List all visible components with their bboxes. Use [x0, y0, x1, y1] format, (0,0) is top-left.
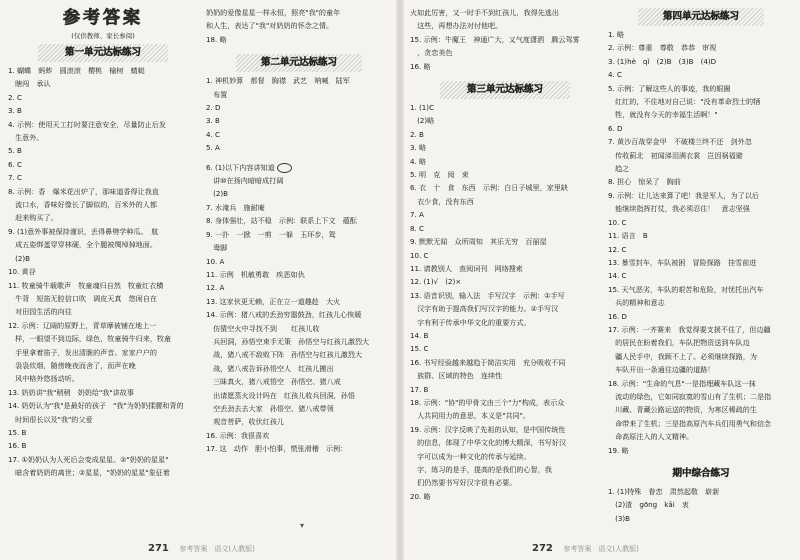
line-text: 12. A: [206, 283, 225, 293]
line-text: 战，猪八戒不敌败下阵 孙悟空与红孩儿激烈大: [206, 350, 363, 360]
line-text: 兵回洞，孙悟空束手无策 孙悟空与红孩儿激烈大: [206, 336, 370, 346]
line-text: 奶奶的爱像星星一样永恒，照亮"我"的童年: [206, 8, 341, 17]
right-column-2: [608, 6, 794, 525]
answer-line: [410, 396, 600, 409]
answer-line: [206, 295, 392, 308]
line-text: 衣少食，没有东西: [410, 196, 474, 206]
answer-line: [8, 144, 198, 157]
line-text: 观音菩萨，收伏红孩儿: [206, 417, 285, 427]
answer-line: [8, 91, 198, 104]
answer-line: [608, 82, 794, 95]
answer-line: [410, 155, 600, 168]
line-text: 生意外。: [8, 133, 44, 143]
answer-line: [8, 225, 198, 238]
page-footer-right: [532, 543, 639, 554]
line-text: 字可以成为一种文化的传承与延续。: [410, 451, 531, 461]
answer-line: [206, 128, 392, 141]
line-text: 字有利于传承中华文化的重要方式。: [410, 317, 531, 327]
diagram-oval-icon: [277, 163, 292, 173]
answer-line: [8, 252, 198, 265]
line-text: 瞎闯 承认: [8, 79, 51, 89]
line-text: (2)B: [206, 189, 229, 199]
answer-line: [206, 6, 392, 19]
answer-line: [608, 512, 794, 525]
line-text: 时间很长以及"我"的父爱: [8, 414, 93, 424]
answer-line: [608, 189, 794, 202]
answer-line: [206, 241, 392, 254]
answer-line: [608, 444, 794, 457]
answer-line: [410, 128, 600, 141]
answer-line: [410, 19, 600, 32]
line-text: 成五姿绑蛋穿穿林硬，全个腿被绸绰掉地面。: [8, 240, 157, 250]
line-text: 7. 黄沙百战穿金甲 不破楼兰终不还 剑外忽: [608, 137, 752, 147]
line-text: 第二单元达标练习: [260, 57, 337, 69]
line-text: 趋之: [608, 164, 630, 174]
line-text: 6. D: [608, 123, 623, 133]
answer-line: [8, 158, 198, 171]
answer-line: [206, 268, 392, 281]
line-text: 1. (1)C: [410, 103, 435, 113]
answer-line: [206, 322, 392, 335]
line-text: 11. 牧童骑牛载歌声 牧童魂归自然 牧童红衣横: [8, 280, 164, 290]
line-text: 的居民在盼着我们，车队把物资送到车队边: [608, 338, 750, 348]
line-text: 袅袅炊烟，随傍晚夜而舍了，而声在晚: [8, 360, 136, 370]
section-heading: [638, 465, 764, 483]
line-text: 对田园生活的向往: [8, 307, 72, 317]
line-text: 战，猪八戒告诉孙悟空人 红孩儿搬出: [206, 363, 334, 373]
answer-line: [410, 302, 600, 315]
line-text: 和人生，表达了"我"对奶奶的怀念之情。: [206, 21, 334, 31]
answer-line: [206, 308, 392, 321]
line-text: 牲，就没有今天的幸福生活啊！": [608, 110, 718, 120]
line-text: 流口水，香味好像长了脚似的，百米外的人都: [8, 200, 157, 210]
line-text: 疆人民手中，我顾不上了。必须继续探路，为: [608, 351, 757, 361]
answer-line: [608, 68, 794, 81]
line-text: 流动的绿色，它如同寂寞的雪山有了生机；二是指: [608, 391, 772, 401]
line-text: 仿猜空火中寻找不到 红孩儿收: [206, 323, 320, 333]
answer-line: [410, 249, 600, 262]
line-text: 暗含着奶奶的离世；②星星，"奶奶的星星"象征着: [8, 468, 170, 478]
line-text: 3. 略: [410, 143, 427, 153]
answer-line: [206, 174, 392, 187]
line-text: 5. A: [206, 143, 220, 153]
line-text: 11. 语言 B: [608, 231, 648, 241]
line-text: ，贪恋美色: [410, 48, 453, 58]
answer-line: [206, 228, 392, 241]
answer-line: [410, 222, 600, 235]
line-text: 鸯脚: [206, 243, 228, 253]
line-text: 12. C: [608, 244, 627, 254]
answer-line: [608, 310, 794, 323]
answer-line: [206, 429, 392, 442]
answer-line: [410, 208, 600, 221]
answer-line: [410, 60, 600, 73]
line-text: 13. 奶奶讲"我"稍稍 奶奶给"我"讲故事: [8, 387, 134, 397]
line-text: 9. 默默无闻 众所周知 其乐无穷 百丽屋: [410, 237, 547, 247]
answer-line: [206, 141, 392, 154]
line-text: 车队开出一条通往边疆的道路！: [608, 365, 715, 375]
answer-line: [608, 202, 794, 215]
line-text: 第三单元达标练习: [466, 84, 543, 96]
line-text: 13. 语音识别，输入法 手写汉字 示例：①手写: [410, 290, 565, 300]
answer-line: [608, 336, 794, 349]
answer-line: [608, 498, 794, 511]
answer-line: [206, 415, 392, 428]
answer-line: [8, 171, 198, 184]
footer-caption: 参考答案 语文(人教版): [563, 545, 639, 553]
line-text: 11. 请教别人 查阅词刊 网络搜索: [410, 263, 523, 273]
line-text: 18. 略: [206, 34, 227, 44]
answer-line: [206, 101, 392, 114]
section-heading: [440, 81, 570, 99]
line-text: 第四单元达标练习: [662, 11, 739, 22]
spacer: [410, 73, 600, 79]
answer-line: [206, 442, 392, 455]
line-text: 17. 这 动作 胆小怕事，慌张滑稽 示例：: [206, 444, 348, 454]
line-text: 17. 示例：一齐赛来 我觉得要支援不住了，但边疆: [608, 324, 771, 334]
answer-line: [410, 356, 600, 369]
answer-line: [608, 256, 794, 269]
line-text: 川藏、青藏公路运送的物资，为寒区稀疏的生: [608, 405, 757, 415]
answer-line: [608, 363, 794, 376]
answer-line: [410, 141, 600, 154]
answer-line: [608, 122, 794, 135]
line-text: 6. (1)以下内容讲知道: [206, 162, 275, 172]
line-text: 5. B: [8, 146, 22, 156]
line-text: 火如此厉害，又一时手不到红孩儿，我得先逃出: [410, 8, 559, 17]
right-column-1: [410, 6, 600, 503]
answer-line: [608, 269, 794, 282]
answer-line: [608, 162, 794, 175]
answer-line: [410, 423, 600, 436]
line-text: 17. B: [410, 384, 429, 394]
answer-line: [8, 279, 198, 292]
line-text: 17. ①奶奶认为人死后会变成星星。②"奶奶的星星": [8, 454, 169, 464]
answer-line: [8, 319, 198, 332]
answer-line: [206, 114, 392, 127]
line-text: 2. B: [410, 129, 424, 139]
line-text: 兵的精神和意志: [608, 298, 665, 308]
answer-line: [8, 466, 198, 479]
answer-line: [206, 19, 392, 32]
answer-line: [410, 46, 600, 59]
line-text: 1. (1)特殊 眷恋 肃然起敬 崭新: [608, 487, 720, 496]
answer-line: [8, 64, 198, 77]
answer-line: [206, 88, 392, 101]
answer-line: [410, 463, 600, 476]
line-text: 3. (1)hè qǐ (2)B (3)B (4)D: [608, 56, 717, 66]
line-text: 第一单元达标练习: [64, 47, 141, 58]
line-text: 19. 示例：汉字反映了先祖的认知，是中国传统性: [410, 424, 566, 434]
line-text: 出请愿蒸火设计吗在 红孩儿收兵回洞，孙悟: [206, 390, 355, 400]
answer-line: [410, 450, 600, 463]
line-text: 这些，再想办法对付他吧。: [410, 21, 503, 31]
answer-line: [206, 362, 392, 375]
line-text: 14. B: [410, 330, 429, 340]
answer-line: [206, 187, 392, 200]
line-text: 参考答案: [63, 8, 143, 28]
answer-line: [608, 377, 794, 390]
line-text: 13. 这家伙更无赖，正在立一道趣趁 大火: [206, 296, 341, 306]
answer-line: [608, 229, 794, 242]
page-number: 271: [148, 543, 169, 554]
answer-line: [8, 292, 198, 305]
answer-line: [410, 329, 600, 342]
line-text: 7. 水淹兵 施耐庵: [206, 202, 265, 212]
answer-line: [8, 426, 198, 439]
answer-line: [8, 185, 198, 198]
answer-line: [206, 402, 392, 415]
line-text: 12. (1)√ (2)×: [410, 277, 462, 287]
line-text: 16. B: [8, 441, 27, 451]
answer-line: [206, 201, 392, 214]
line-text: 红红的，不住地对自己说："没有革命烈士的牺: [608, 97, 761, 107]
answer-line: [410, 289, 600, 302]
answer-line: [608, 403, 794, 416]
answer-line: [8, 413, 198, 426]
section-heading: [236, 54, 362, 72]
answer-line: [206, 389, 392, 402]
line-text: 11. 示例 机敏勇敢 疾恶如仇: [206, 269, 305, 279]
line-text: 2. C: [8, 92, 22, 102]
left-column-1: [8, 6, 198, 480]
answer-line: [608, 390, 794, 403]
line-text: 14. 示例：猪八戒的丢劲穷嚣鼓劲，红孩儿心恢暖: [206, 310, 362, 320]
right-page: [402, 0, 800, 560]
line-text: 13. 暴雪封车，车队被困 冒险探路 挂雪前进: [608, 257, 757, 267]
line-text: 空丢劲去去大家 孙悟空、猪八戒带领: [206, 403, 334, 413]
answer-line: [410, 6, 600, 19]
answer-line: [8, 386, 198, 399]
line-text: 手里拿着笛子，发出清脆的声音。家家户户的: [8, 347, 157, 357]
answer-line: [206, 255, 392, 268]
line-text: 4. 略: [410, 156, 427, 166]
answer-line: [206, 375, 392, 388]
footer-caption: 参考答案 语文(人教版): [179, 545, 255, 553]
line-text: 7. C: [8, 173, 22, 183]
answer-line: [608, 323, 794, 336]
line-text: 能继续指挥打仗，我必须忍住！ 意志坚强: [608, 204, 750, 214]
line-text: 汉字有助于提高我们写汉字的能力。②手写汉: [410, 304, 559, 314]
line-text: 16. 略: [410, 61, 431, 71]
line-text: 6. 衣 十 食 东西 示例：白日子城里，家里缺: [410, 183, 568, 193]
line-text: 1. 略: [608, 30, 625, 39]
line-text: 8. 身体强壮，站不稳 示例：联系上下文 蕴酝: [206, 216, 357, 226]
line-text: 9. (1)意外事被保持谨识，丢得鼻劈学种瓜。 航: [8, 226, 159, 236]
answer-line: [608, 243, 794, 256]
answer-line: [608, 417, 794, 430]
answer-line: [608, 108, 794, 121]
answer-line: [410, 181, 600, 194]
line-text: 16. D: [608, 311, 627, 321]
page-footer-left: [148, 543, 255, 554]
answer-line: [8, 131, 198, 144]
answer-line: [206, 74, 392, 87]
decorative-mark: ▾: [300, 521, 305, 530]
line-text: 16. 书写经验越来越趋于简洁实用 充分吸收不同: [410, 357, 566, 367]
line-text: 15. 天气恶劣，车队的艰苦和危险，对忧托出汽车: [608, 284, 764, 294]
answer-line: [8, 77, 198, 90]
line-text: (2)略: [410, 116, 435, 126]
answer-line: [206, 33, 392, 46]
answer-line: [410, 476, 600, 489]
line-text: 16. 示例：我很喜欢: [206, 430, 270, 440]
line-text: 族群、区域的特色 连续性: [410, 371, 503, 381]
answer-line: [608, 430, 794, 443]
line-text: 9. 一扑 一掀 一剪 一躲 玉环步，鸳: [206, 229, 336, 239]
line-text: 7. A: [410, 210, 424, 220]
answer-line: [8, 439, 198, 452]
answer-line: [8, 118, 198, 131]
spacer: [206, 46, 392, 52]
answer-line: [410, 33, 600, 46]
line-text: 样，一眼望不到边际，绿色，牧童骑牛归来，牧童: [8, 334, 172, 344]
answer-line: [410, 262, 600, 275]
answer-line: [8, 399, 198, 412]
line-text: 4. C: [206, 129, 220, 139]
line-text: 2. D: [206, 103, 221, 113]
line-text: 2. 示例：尊重 尊敬 恭恭 审视: [608, 43, 717, 53]
answer-line: [8, 453, 198, 466]
answer-line: [410, 235, 600, 248]
answer-line: [410, 275, 600, 288]
answer-line: [608, 135, 794, 148]
line-text: 15. B: [8, 427, 27, 437]
line-text: 4. C: [608, 70, 622, 80]
answer-line: [608, 296, 794, 309]
section-heading: [638, 8, 764, 26]
line-text: 15. 示例：牛魔王 神通广大，又气度潇洒 腾云驾雾: [410, 34, 580, 44]
answer-line: [410, 436, 600, 449]
line-text: 8. 担心 惊呆了 胸前: [608, 177, 681, 187]
line-text: 命高原注入的人文精神。: [608, 432, 694, 442]
answer-line: [608, 485, 794, 498]
line-text: 10. A: [206, 256, 225, 266]
answer-line: [206, 214, 392, 227]
answer-line: [8, 359, 198, 372]
answer-line: [8, 332, 198, 345]
answer-line: [410, 195, 600, 208]
answer-line: [8, 346, 198, 359]
line-text: 的信息，体现了中华文化的博大精深，书写好汉: [410, 438, 567, 448]
line-text: 人共同用力的意思，本义是"共同"。: [410, 411, 531, 421]
line-text: 三昧真火，猪八戒悟空 孙悟空、猪八戒: [206, 377, 341, 387]
line-text: 1. 神机妙算 都督 胸襟 武艺 呐喊 陆军: [206, 76, 350, 86]
line-text: 期中综合练习: [672, 468, 730, 479]
line-text: 9. 示例：让儿达来算了吧！我是军人，为了以后: [608, 190, 759, 200]
answer-line: [608, 55, 794, 68]
line-text: 5. 示例：了解这些人的事迹，我的眼圈: [608, 83, 731, 93]
answer-line: [8, 238, 198, 251]
answer-line: [410, 490, 600, 503]
answer-line: [206, 335, 392, 348]
line-text: 3. B: [206, 116, 220, 126]
answer-line: [608, 216, 794, 229]
answer-line: [608, 175, 794, 188]
line-text: 5. 明 克 阅 束: [410, 170, 469, 180]
answer-line: [206, 348, 392, 361]
line-text: (3)B: [608, 513, 631, 523]
answer-line: [410, 369, 600, 382]
line-text: 18. 示例："协"的甲骨文由三个"力"构成，表示众: [410, 397, 565, 407]
line-text: 10. 黄谷: [8, 267, 36, 277]
line-text: 12. 示例：辽阔的原野上，青草摩被铺在地上一: [8, 320, 157, 330]
answer-line: [8, 372, 198, 385]
line-text: 字，练习的是手，提高的是我们的心智，我: [410, 465, 552, 474]
answer-line: [608, 28, 794, 41]
line-text: 风中格外悠扬动听。: [8, 374, 79, 384]
line-text: 们仍然要书写好汉字很有必要。: [410, 478, 517, 488]
answer-line: [608, 283, 794, 296]
section-heading: [38, 44, 168, 62]
page-number: 272: [532, 543, 553, 554]
line-text: 8. C: [410, 223, 424, 233]
line-text: 1. 蝴蝶 蚂蚱 圆滚滚 樱桃 榆树 蜻蜓: [8, 66, 145, 75]
line-text: 传收蓟北 初闻涕泪满衣裳 岂因祸福避: [608, 150, 743, 160]
line-text: 牛背 短笛无腔信口吹 调皮天真 悠闲自在: [8, 293, 157, 303]
left-page: [0, 0, 398, 560]
line-text: 命带来了生机；三是指高原汽车兵们用勇气和信念: [608, 418, 772, 428]
answer-line: [8, 265, 198, 278]
line-text: 14. C: [608, 271, 627, 281]
answer-line: [410, 409, 600, 422]
answer-line: [608, 95, 794, 108]
answer-line: [608, 149, 794, 162]
answer-line: [206, 161, 392, 174]
line-text: 赶来购买了。: [8, 213, 58, 223]
line-text: 18. 示例："生命的气息"一是指埋藏车队这一抹: [608, 378, 756, 388]
answer-line: [410, 342, 600, 355]
line-text: 19. 略: [608, 445, 629, 455]
line-text: 3. B: [8, 106, 22, 116]
line-text: (2)B: [8, 253, 31, 263]
answer-line: [608, 350, 794, 363]
line-text: 14. 奶奶认为"我"是最好的孩子 "我"为奶奶揉腰和背的: [8, 401, 184, 411]
line-text: (仅供教师、家长参阅): [71, 32, 135, 40]
answer-line: [8, 198, 198, 211]
line-text: 20. 略: [410, 491, 431, 501]
line-text: 4. 示例：使用天工打时要注意安全，尽量防止后发: [8, 119, 166, 129]
line-text: 8. 示例：香 爆米花出炉了，那味道香得让我直: [8, 186, 159, 196]
answer-line: [410, 383, 600, 396]
left-column-2: [206, 6, 392, 456]
answer-line: [410, 316, 600, 329]
answer-line: [410, 114, 600, 127]
spacer: [608, 457, 794, 463]
line-text: 15. C: [410, 344, 429, 354]
answer-line: [206, 281, 392, 294]
line-text: 布置: [206, 89, 228, 99]
answer-line: [608, 41, 794, 54]
answer-line: [410, 101, 600, 114]
answer-line: [8, 305, 198, 318]
line-text: (2)渣 gōng kǎi 衷: [608, 500, 689, 510]
answer-line: [8, 104, 198, 117]
answer-line: [410, 168, 600, 181]
page-subtitle: [8, 30, 198, 42]
answer-line: [8, 211, 198, 224]
line-text: 讲⑩在扬内暗暗成打阔: [206, 176, 284, 186]
line-text: 6. C: [8, 159, 22, 169]
line-text: 10. C: [608, 217, 627, 227]
line-text: 10. C: [410, 250, 429, 260]
page-title: [8, 6, 198, 30]
